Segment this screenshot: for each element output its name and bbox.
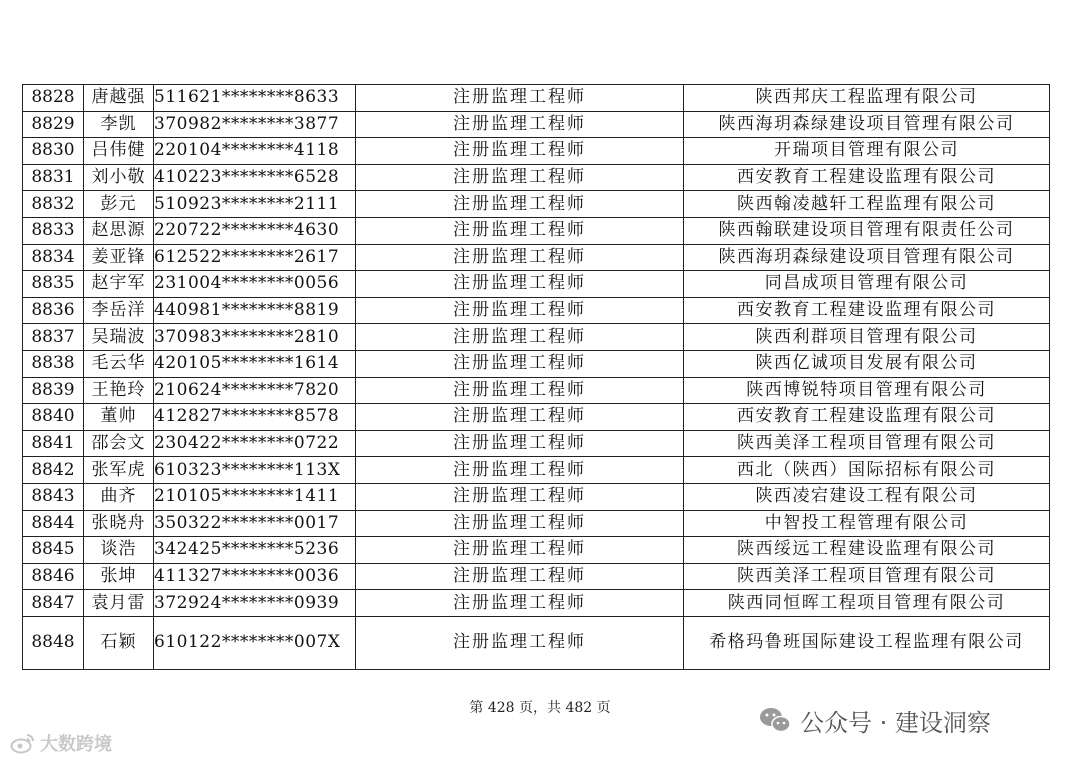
- certificate-type-cell: 注册监理工程师: [356, 510, 684, 537]
- id-number-cell: 510923********2111: [154, 191, 356, 218]
- person-name-cell: 吴瑞波: [84, 324, 154, 351]
- id-number-cell: 410223********6528: [154, 164, 356, 191]
- certificate-type-cell: 注册监理工程师: [356, 404, 684, 431]
- row-number-cell: 8838: [23, 350, 84, 377]
- watermark-left-text: 大数跨境: [40, 734, 112, 755]
- row-number-cell: 8831: [23, 164, 84, 191]
- company-name-cell: 同昌成项目管理有限公司: [684, 271, 1050, 298]
- person-name-cell: 李凯: [84, 111, 154, 138]
- table-row: [23, 164, 1050, 191]
- id-number-cell: 420105********1614: [154, 350, 356, 377]
- row-number-cell: 8845: [23, 537, 84, 564]
- person-name-cell: 吕伟健: [84, 138, 154, 165]
- person-name-cell: 姜亚锋: [84, 244, 154, 271]
- company-name-cell: 陕西海玥森绿建设项目管理有限公司: [684, 111, 1050, 138]
- table-row: [23, 616, 1050, 669]
- row-number-cell: 8841: [23, 430, 84, 457]
- person-name-cell: 石颖: [84, 616, 154, 669]
- id-number-cell: 342425********5236: [154, 537, 356, 564]
- id-number-cell: 370983********2810: [154, 324, 356, 351]
- id-number-cell: 350322********0017: [154, 510, 356, 537]
- person-name-cell: 张晓舟: [84, 510, 154, 537]
- person-name-cell: 唐越强: [84, 85, 154, 112]
- company-name-cell: 陕西利群项目管理有限公司: [684, 324, 1050, 351]
- weibo-icon: [10, 732, 36, 754]
- table-row: [23, 430, 1050, 457]
- id-number-cell: 372924********0939: [154, 590, 356, 617]
- certificate-type-cell: 注册监理工程师: [356, 85, 684, 112]
- registry-table-body: [23, 85, 1050, 670]
- certificate-type-cell: 注册监理工程师: [356, 377, 684, 404]
- table-row: [23, 85, 1050, 112]
- certificate-type-cell: 注册监理工程师: [356, 430, 684, 457]
- id-number-cell: 220722********4630: [154, 217, 356, 244]
- company-name-cell: 希格玛鲁班国际建设工程监理有限公司: [684, 616, 1050, 669]
- certificate-type-cell: 注册监理工程师: [356, 217, 684, 244]
- row-number-cell: 8844: [23, 510, 84, 537]
- person-name-cell: 张坤: [84, 563, 154, 590]
- person-name-cell: 袁月雷: [84, 590, 154, 617]
- company-name-cell: 开瑞项目管理有限公司: [684, 138, 1050, 165]
- row-number-cell: 8830: [23, 138, 84, 165]
- id-number-cell: 610323********113X: [154, 457, 356, 484]
- person-name-cell: 赵宇军: [84, 271, 154, 298]
- table-row: [23, 350, 1050, 377]
- row-number-cell: 8835: [23, 271, 84, 298]
- id-number-cell: 610122********007X: [154, 616, 356, 669]
- certificate-type-cell: 注册监理工程师: [356, 616, 684, 669]
- certificate-type-cell: 注册监理工程师: [356, 537, 684, 564]
- row-number-cell: 8842: [23, 457, 84, 484]
- row-number-cell: 8848: [23, 616, 84, 669]
- table-row: [23, 563, 1050, 590]
- id-number-cell: 231004********0056: [154, 271, 356, 298]
- person-name-cell: 谈浩: [84, 537, 154, 564]
- person-name-cell: 彭元: [84, 191, 154, 218]
- certificate-type-cell: 注册监理工程师: [356, 111, 684, 138]
- table-row: [23, 297, 1050, 324]
- table-row: [23, 537, 1050, 564]
- company-name-cell: 陕西翰凌越轩工程监理有限公司: [684, 191, 1050, 218]
- company-name-cell: 西安教育工程建设监理有限公司: [684, 164, 1050, 191]
- certificate-type-cell: 注册监理工程师: [356, 350, 684, 377]
- certificate-type-cell: 注册监理工程师: [356, 271, 684, 298]
- person-name-cell: 李岳洋: [84, 297, 154, 324]
- row-number-cell: 8828: [23, 85, 84, 112]
- company-name-cell: 陕西凌宕建设工程有限公司: [684, 483, 1050, 510]
- person-name-cell: 曲齐: [84, 483, 154, 510]
- company-name-cell: 西安教育工程建设监理有限公司: [684, 297, 1050, 324]
- company-name-cell: 陕西亿诚项目发展有限公司: [684, 350, 1050, 377]
- person-name-cell: 毛云华: [84, 350, 154, 377]
- row-number-cell: 8836: [23, 297, 84, 324]
- row-number-cell: 8843: [23, 483, 84, 510]
- certificate-type-cell: 注册监理工程师: [356, 457, 684, 484]
- row-number-cell: 8833: [23, 217, 84, 244]
- company-name-cell: 中智投工程管理有限公司: [684, 510, 1050, 537]
- wechat-icon: [758, 705, 792, 735]
- company-name-cell: 陕西美泽工程项目管理有限公司: [684, 430, 1050, 457]
- row-number-cell: 8847: [23, 590, 84, 617]
- id-number-cell: 511621********8633: [154, 85, 356, 112]
- id-number-cell: 440981********8819: [154, 297, 356, 324]
- certificate-type-cell: 注册监理工程师: [356, 244, 684, 271]
- row-number-cell: 8839: [23, 377, 84, 404]
- watermark-right: [758, 703, 991, 737]
- table-row: [23, 590, 1050, 617]
- id-number-cell: 210624********7820: [154, 377, 356, 404]
- company-name-cell: 陕西邦庆工程监理有限公司: [684, 85, 1050, 112]
- id-number-cell: 612522********2617: [154, 244, 356, 271]
- certificate-type-cell: 注册监理工程师: [356, 590, 684, 617]
- id-number-cell: 230422********0722: [154, 430, 356, 457]
- company-name-cell: 陕西同恒晖工程项目管理有限公司: [684, 590, 1050, 617]
- person-name-cell: 王艳玲: [84, 377, 154, 404]
- id-number-cell: 210105********1411: [154, 483, 356, 510]
- company-name-cell: 西北（陕西）国际招标有限公司: [684, 457, 1050, 484]
- company-name-cell: 陕西美泽工程项目管理有限公司: [684, 563, 1050, 590]
- person-name-cell: 张军虎: [84, 457, 154, 484]
- id-number-cell: 220104********4118: [154, 138, 356, 165]
- certificate-type-cell: 注册监理工程师: [356, 191, 684, 218]
- person-name-cell: 董帅: [84, 404, 154, 431]
- row-number-cell: 8837: [23, 324, 84, 351]
- row-number-cell: 8840: [23, 404, 84, 431]
- registry-table: [22, 84, 1050, 670]
- company-name-cell: 陕西绥远工程建设监理有限公司: [684, 537, 1050, 564]
- table-row: [23, 191, 1050, 218]
- row-number-cell: 8834: [23, 244, 84, 271]
- id-number-cell: 411327********0036: [154, 563, 356, 590]
- table-row: [23, 457, 1050, 484]
- table-row: [23, 377, 1050, 404]
- table-row: [23, 483, 1050, 510]
- certificate-type-cell: 注册监理工程师: [356, 483, 684, 510]
- table-row: [23, 217, 1050, 244]
- certificate-type-cell: 注册监理工程师: [356, 138, 684, 165]
- watermark-left: [10, 730, 112, 756]
- table-row: [23, 271, 1050, 298]
- table-row: [23, 244, 1050, 271]
- company-name-cell: 西安教育工程建设监理有限公司: [684, 404, 1050, 431]
- row-number-cell: 8832: [23, 191, 84, 218]
- company-name-cell: 陕西博锐特项目管理有限公司: [684, 377, 1050, 404]
- person-name-cell: 赵思源: [84, 217, 154, 244]
- table-row: [23, 111, 1050, 138]
- company-name-cell: 陕西翰联建设项目管理有限责任公司: [684, 217, 1050, 244]
- row-number-cell: 8829: [23, 111, 84, 138]
- watermark-right-text: 公众号 · 建设洞察: [800, 708, 991, 737]
- company-name-cell: 陕西海玥森绿建设项目管理有限公司: [684, 244, 1050, 271]
- table-row: [23, 324, 1050, 351]
- page-number-footer: 第 428 页，共 482 页: [469, 700, 611, 716]
- table-row: [23, 404, 1050, 431]
- certificate-type-cell: 注册监理工程师: [356, 164, 684, 191]
- certificate-type-cell: 注册监理工程师: [356, 297, 684, 324]
- table-row: [23, 510, 1050, 537]
- person-name-cell: 邵会文: [84, 430, 154, 457]
- certificate-type-cell: 注册监理工程师: [356, 324, 684, 351]
- certificate-type-cell: 注册监理工程师: [356, 563, 684, 590]
- person-name-cell: 刘小敬: [84, 164, 154, 191]
- table-row: [23, 138, 1050, 165]
- row-number-cell: 8846: [23, 563, 84, 590]
- id-number-cell: 412827********8578: [154, 404, 356, 431]
- id-number-cell: 370982********3877: [154, 111, 356, 138]
